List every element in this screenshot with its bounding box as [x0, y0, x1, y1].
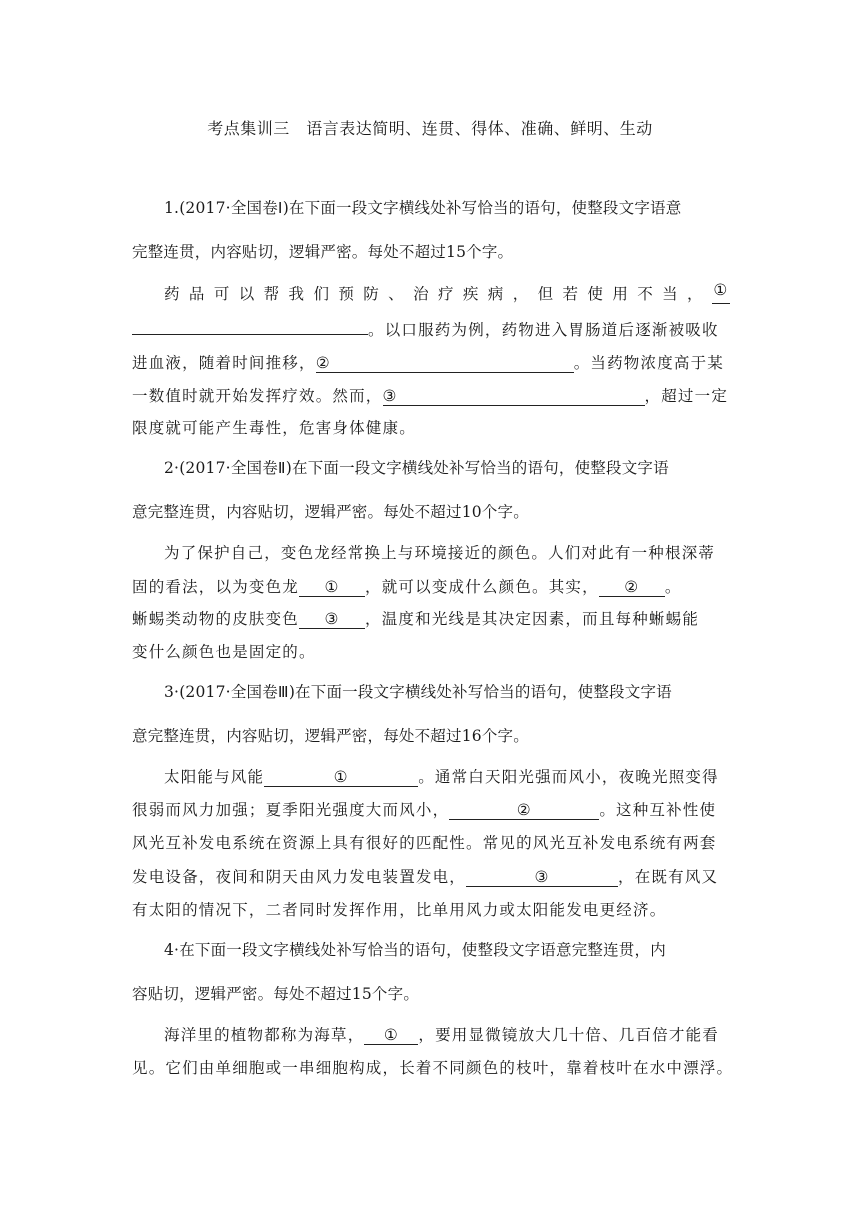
q1-char: ， [512, 285, 530, 303]
answer-blank-1[interactable]: ① [364, 1027, 418, 1045]
q1-char: ， [687, 285, 704, 303]
q2-heading-line1 [132, 456, 762, 478]
q1-passage-line2 [132, 318, 730, 340]
q1-char: 若 [562, 285, 580, 303]
answer-blank-1[interactable]: ① [299, 579, 365, 597]
q1-char: 我 [288, 285, 306, 303]
q1-heading-line2: 完整连贯，内容贴切，逻辑严密。每处不超过15个字。 [132, 243, 514, 261]
q2-passage-line1: 为了保护自己，变色龙经常换上与环境接近的颜色。人们对此有一种根深蒂 [164, 544, 716, 562]
answer-blank-2[interactable]: ② [316, 355, 574, 373]
q1-char: 可 [213, 285, 231, 303]
q3-heading-line2: 意完整连贯，内容贴切，逻辑严密，每处不超过16个字。 [132, 727, 529, 745]
q1-passage-line1 [132, 282, 730, 304]
q1-passage-text: 一数值时就开始发挥疗效。然而， [132, 387, 383, 405]
q3-passage-text: 。通常白天阳光强而风小，夜晚光照变得 [418, 768, 719, 786]
q1-char: 药 [164, 285, 181, 303]
q1-char: 疾 [462, 285, 480, 303]
q2-passage-line4: 变什么颜色也是固定的。 [132, 643, 316, 661]
answer-blank-3[interactable]: ③ [466, 869, 618, 887]
q4-passage-text: ，要用显微镜放大几十倍、几百倍才能看 [418, 1026, 720, 1044]
answer-blank-3[interactable]: ③ [383, 388, 645, 406]
q3-heading-line1 [132, 680, 762, 702]
answer-blank-3[interactable]: ③ [299, 611, 365, 629]
q3-passage-text: 很弱而风力加强；夏季阳光强度大而风小， [132, 801, 450, 819]
q1-instruction: )在下面一段文字横线处补写恰当的语句，使整段文字语意 [282, 199, 682, 217]
q2-heading-line2: 意完整连贯，内容贴切，逻辑严密。每处不超过10个字。 [132, 503, 529, 521]
answer-blank-1-continued[interactable] [132, 334, 368, 335]
q1-passage-line3 [132, 351, 730, 373]
q1-char: 病 [487, 285, 505, 303]
q3-passage-text: ，在既有风又 [618, 868, 719, 886]
q3-passage-line4 [132, 865, 730, 887]
q1-char: 当 [662, 285, 679, 303]
q1-char: 品 [188, 285, 206, 303]
q1-char: 帮 [263, 285, 281, 303]
q3-instruction: )在下面一段文字横线处补写恰当的语句，使整段文字语 [288, 683, 672, 701]
q3-source-name: 全国卷Ⅲ [230, 683, 289, 701]
q2-source-prefix: 2·(2017· [164, 459, 231, 477]
section-title: 考点集训三 语言表达简明、连贯、得体、准确、鲜明、生动 [207, 119, 653, 138]
q1-char: 但 [537, 285, 555, 303]
q2-passage-text: ，就可以变成什么颜色。其实， [365, 578, 599, 596]
q1-char: 不 [637, 285, 654, 303]
q1-char: 以 [238, 285, 256, 303]
q2-passage-line3 [132, 607, 730, 629]
q2-passage-text: ，温度和光线是其决定因素，而且每种蜥蜴能 [365, 610, 700, 628]
q1-char: 预 [338, 285, 356, 303]
q3-passage-line5: 有太阳的情况下，二者同时发挥作用，比单用风力或太阳能发电更经济。 [132, 901, 667, 919]
q1-char: 们 [313, 285, 331, 303]
answer-blank-2[interactable]: ② [599, 579, 665, 597]
q4-passage-text: 海洋里的植物都称为海草， [164, 1026, 365, 1044]
q3-source-prefix: 3·(2017· [164, 683, 231, 701]
answer-blank-1[interactable]: ① [264, 769, 418, 787]
q4-passage-line1 [132, 1023, 762, 1045]
q1-source-prefix: 1.(2017· [164, 199, 231, 217]
q4-passage-line2: 见。它们由单细胞或一串细胞构成，长着不同颜色的枝叶，靠着枝叶在水中漂浮。 [132, 1059, 734, 1077]
q1-passage-text: 。当药物浓度高于某 [573, 354, 725, 372]
q1-passage-text: 。以口服药为例，药物进入胃肠道后逐渐被吸收 [368, 321, 719, 339]
q2-passage-text: 固的看法，以为变色龙 [132, 578, 300, 596]
q1-passage-line4 [132, 384, 730, 406]
q1-passage-text: 进血液，随着时间推移， [132, 354, 316, 372]
q4-heading-line1: 4·在下面一段文字横线处补写恰当的语句，使整段文字语意完整连贯，内 [164, 941, 666, 959]
q1-passage-line5: 限度就可能产生毒性，危害身体健康。 [132, 419, 416, 437]
q3-passage-line3: 风光互补发电系统在资源上具有很好的匹配性。常见的风光互补发电系统有两套 [132, 834, 717, 852]
q1-char: 治 [413, 285, 430, 303]
q2-source-name: 全国卷Ⅱ [230, 459, 286, 477]
q1-heading-line1 [132, 196, 762, 218]
q1-char: 疗 [437, 285, 455, 303]
q4-heading-line2: 容贴切，逻辑严密。每处不超过15个字。 [132, 985, 420, 1003]
q3-passage-text: 。这种互补性使 [599, 801, 717, 819]
q3-passage-text: 发电设备，夜间和阴天由风力发电装置发电， [132, 868, 467, 886]
answer-blank-1[interactable]: ① [712, 282, 730, 304]
q1-char: 用 [612, 285, 630, 303]
q3-passage-line1 [132, 765, 762, 787]
q2-passage-text: 。 [664, 578, 682, 596]
q3-passage-text: 太阳能与风能 [164, 768, 265, 786]
q2-passage-line2 [132, 575, 730, 597]
q1-char: 防 [363, 285, 380, 303]
q2-instruction: )在下面一段文字横线处补写恰当的语句，使整段文字语 [285, 459, 669, 477]
q3-passage-line2 [132, 798, 730, 820]
answer-blank-2[interactable]: ② [449, 802, 599, 820]
q1-source-name: 全国卷Ⅰ [230, 199, 283, 217]
q1-char: 使 [587, 285, 605, 303]
q2-passage-text: 蜥蜴类动物的皮肤变色 [132, 610, 300, 628]
q1-char: 、 [388, 285, 405, 303]
q1-passage-text: ，超过一定 [644, 387, 729, 405]
